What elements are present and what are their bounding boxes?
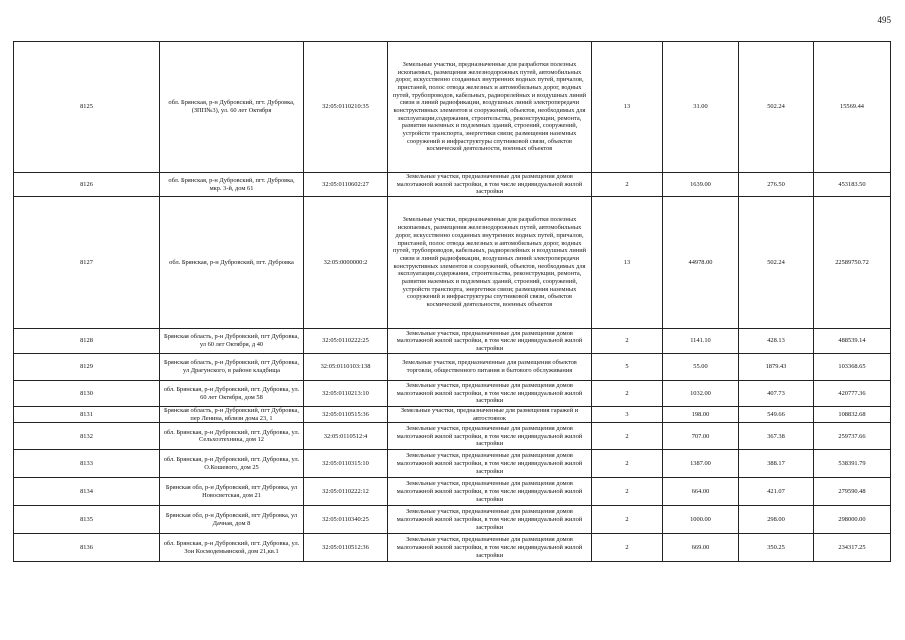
land-use-cell: Земельные участки, предназначенные для разработки полезных ископаемых, размещения железнодорожных путей, автомобильных дорог, искусственно созданных внутренних водных путей, причалов, пристаней, полос отвода железных и автомобильных дорог, водных путей, трубопроводов, кабельных, радиорелейных и воздушных линий связи и линий радиофикации, воздушных линий электропередачи конструктивных элементов и сооружений, объектов, необходимых для эксплуатации,содержания, строительства, реконструкции, ремонта, развития наземных и подземных зданий, строений, сооружений, устройств транспорта, энергетики связи; размещения наземных сооружений и инфраструктуры спутниковой связи, объектов космической деятельности, военных объектов	[388, 197, 592, 329]
cadastral-number-cell: 32:05:0110515:36	[304, 407, 388, 423]
area-cell: 669.00	[663, 534, 739, 562]
use-code-cell: 2	[592, 534, 663, 562]
cadastral-value-cell: 538391.79	[814, 450, 891, 478]
cadastral-number-cell: 32:05:0110602:27	[304, 173, 388, 197]
address-cell: Брянская область, р-н Дубровский, пгт Дубровка, пер Ленина, вблизи дома 23, 1	[160, 407, 304, 423]
use-code-cell: 2	[592, 329, 663, 354]
row-id-cell: 8129	[14, 354, 160, 381]
use-code-cell: 5	[592, 354, 663, 381]
area-cell: 707.00	[663, 423, 739, 450]
cadastral-value-cell: 259737.66	[814, 423, 891, 450]
area-cell: 1141.10	[663, 329, 739, 354]
use-code-cell: 2	[592, 381, 663, 407]
land-use-cell: Земельные участки, предназначенные для разработки полезных ископаемых, размещения железнодорожных путей, автомобильных дорог, искусственно созданных внутренних водных путей, причалов, пристаней, полос отвода железных и автомобильных дорог, водных путей, трубопроводов, кабельных, радиорелейных и воздушных линий связи и линий радиофикации, воздушных линий электропередачи конструктивных элементов и сооружений, объектов, необходимых для эксплуатации,содержания, строительства, реконструкции, ремонта, развития наземных и подземных зданий, строений, сооружений, устройств транспорта, энергетики связи; размещения наземных сооружений и инфраструктуры спутниковой связи, объектов космической деятельности, военных объектов	[388, 42, 592, 173]
address-cell: обл. Брянская, р-н Дубровский, пгт. Дубровка, ул. Зои Космодемьянской, дом 21,кв.1	[160, 534, 304, 562]
row-id-cell: 8130	[14, 381, 160, 407]
cadastral-value-cell: 488539.14	[814, 329, 891, 354]
area-cell: 1387.00	[663, 450, 739, 478]
cadastral-value-cell: 279590.48	[814, 478, 891, 506]
table-row	[14, 173, 891, 197]
use-code-cell: 13	[592, 42, 663, 173]
use-code-cell: 2	[592, 506, 663, 534]
use-code-cell: 2	[592, 450, 663, 478]
area-cell: 198.00	[663, 407, 739, 423]
area-cell: 1000.00	[663, 506, 739, 534]
address-cell: обл. Брянская, р-н Дубровский, пгт. Дубровка, ул. Сельхозтехника, дом 12	[160, 423, 304, 450]
rate-cell: 298.00	[739, 506, 814, 534]
address-cell: обл. Брянская, р-н Дубровский, пгт. Дубровка, мкр. 3-й, дом 61	[160, 173, 304, 197]
land-use-cell: Земельные участки, предназначенные для размещения домов малоэтажной жилой застройки, в том числе индивидуальной жилой застройки	[388, 423, 592, 450]
land-use-cell: Земельные участки, предназначенные для размещения домов малоэтажной жилой застройки, в том числе индивидуальной жилой застройки	[388, 329, 592, 354]
cadastral-number-cell: 32:05:0000000:2	[304, 197, 388, 329]
address-cell: обл. Брянская, р-н Дубровский, пгт. Дубровка, ул. О.Кошевого, дом 25	[160, 450, 304, 478]
use-code-cell: 2	[592, 173, 663, 197]
rate-cell: 350.25	[739, 534, 814, 562]
table-row	[14, 506, 891, 534]
cadastral-value-cell: 22589750.72	[814, 197, 891, 329]
cadastral-number-cell: 32:05:0110222:12	[304, 478, 388, 506]
cadastral-number-cell: 32:05:0110213:10	[304, 381, 388, 407]
cadastral-value-cell: 234317.25	[814, 534, 891, 562]
address-cell: Брянская обл, р-н Дубровский, пгт Дубровка, ул Новосветская, дом 21	[160, 478, 304, 506]
rate-cell: 428.13	[739, 329, 814, 354]
use-code-cell: 2	[592, 478, 663, 506]
table-row	[14, 381, 891, 407]
use-code-cell: 3	[592, 407, 663, 423]
use-code-cell: 13	[592, 197, 663, 329]
land-use-cell: Земельные участки, предназначенные для размещения гаражей и автостоянок	[388, 407, 592, 423]
address-cell: Брянская область, р-н Дубровский, пгт Дубровка, ул 60 лет Октября, д 40	[160, 329, 304, 354]
address-cell: Брянская обл, р-н Дубровский, пгт Дубровка, ул Дачная, дом 8	[160, 506, 304, 534]
table-body	[14, 42, 891, 562]
table-row	[14, 354, 891, 381]
table-row	[14, 407, 891, 423]
land-use-cell: Земельные участки, предназначенные для размещения домов малоэтажной жилой застройки, в том числе индивидуальной жилой застройки	[388, 173, 592, 197]
address-cell: обл. Брянская, р-н Дубровский, пгт. Дубровка, (ЗПП№3), ул. 60 лет Октября	[160, 42, 304, 173]
land-use-cell: Земельные участки, предназначенные для размещения домов малоэтажной жилой застройки, в том числе индивидуальной жилой застройки	[388, 450, 592, 478]
table-row	[14, 329, 891, 354]
row-id-cell: 8127	[14, 197, 160, 329]
cadastral-value-cell: 103368.65	[814, 354, 891, 381]
rate-cell: 549.66	[739, 407, 814, 423]
use-code-cell: 2	[592, 423, 663, 450]
rate-cell: 367.38	[739, 423, 814, 450]
cadastral-value-cell: 15569.44	[814, 42, 891, 173]
table-row	[14, 450, 891, 478]
rate-cell: 276.50	[739, 173, 814, 197]
area-cell: 664.00	[663, 478, 739, 506]
row-id-cell: 8132	[14, 423, 160, 450]
cadastral-value-cell: 298000.00	[814, 506, 891, 534]
cadastral-number-cell: 32:05:0110340:25	[304, 506, 388, 534]
land-use-cell: Земельные участки, предназначенные для размещения домов малоэтажной жилой застройки, в том числе индивидуальной жилой застройки	[388, 478, 592, 506]
cadastral-value-cell: 108832.68	[814, 407, 891, 423]
table-row	[14, 42, 891, 173]
row-id-cell: 8128	[14, 329, 160, 354]
table-row	[14, 478, 891, 506]
cadastral-number-cell: 32:05:0110222:25	[304, 329, 388, 354]
address-cell: Брянская область, р-н Дубровский, пгт Дубровка, ул Драгунского, в районе кладбища	[160, 354, 304, 381]
table-row	[14, 197, 891, 329]
table-row	[14, 423, 891, 450]
address-cell: обл. Брянская, р-н Дубровский, пгт. Дубровка, ул. 60 лет Октября, дом 58	[160, 381, 304, 407]
address-cell: обл. Брянская, р-н Дубровский, пгт. Дубровка	[160, 197, 304, 329]
cadastral-number-cell: 32:05:0110103:138	[304, 354, 388, 381]
land-use-cell: Земельные участки, предназначенные для размещения домов малоэтажной жилой застройки, в том числе индивидуальной жилой застройки	[388, 506, 592, 534]
row-id-cell: 8126	[14, 173, 160, 197]
row-id-cell: 8136	[14, 534, 160, 562]
area-cell: 44978.00	[663, 197, 739, 329]
land-use-cell: Земельные участки, предназначенные для размещения объектов торговли, общественного питания и бытового обслуживания	[388, 354, 592, 381]
rate-cell: 502.24	[739, 42, 814, 173]
cadastral-number-cell: 32:05:0110512:36	[304, 534, 388, 562]
row-id-cell: 8125	[14, 42, 160, 173]
row-id-cell: 8133	[14, 450, 160, 478]
rate-cell: 502.24	[739, 197, 814, 329]
area-cell: 31.00	[663, 42, 739, 173]
area-cell: 55.00	[663, 354, 739, 381]
land-use-cell: Земельные участки, предназначенные для размещения домов малоэтажной жилой застройки, в том числе индивидуальной жилой застройки	[388, 534, 592, 562]
cadastral-number-cell: 32:05:0110210:35	[304, 42, 388, 173]
rate-cell: 1879.43	[739, 354, 814, 381]
cadastral-value-cell: 420777.36	[814, 381, 891, 407]
row-id-cell: 8135	[14, 506, 160, 534]
land-use-cell: Земельные участки, предназначенные для размещения домов малоэтажной жилой застройки, в том числе индивидуальной жилой застройки	[388, 381, 592, 407]
rate-cell: 388.17	[739, 450, 814, 478]
area-cell: 1639.00	[663, 173, 739, 197]
row-id-cell: 8134	[14, 478, 160, 506]
table-row	[14, 534, 891, 562]
row-id-cell: 8131	[14, 407, 160, 423]
area-cell: 1032.00	[663, 381, 739, 407]
land-plots-table	[13, 41, 891, 562]
cadastral-value-cell: 453183.50	[814, 173, 891, 197]
rate-cell: 407.73	[739, 381, 814, 407]
rate-cell: 421.07	[739, 478, 814, 506]
cadastral-number-cell: 32:05:0110315:10	[304, 450, 388, 478]
cadastral-number-cell: 32:05:0110512:4	[304, 423, 388, 450]
page-number: 495	[877, 15, 891, 25]
